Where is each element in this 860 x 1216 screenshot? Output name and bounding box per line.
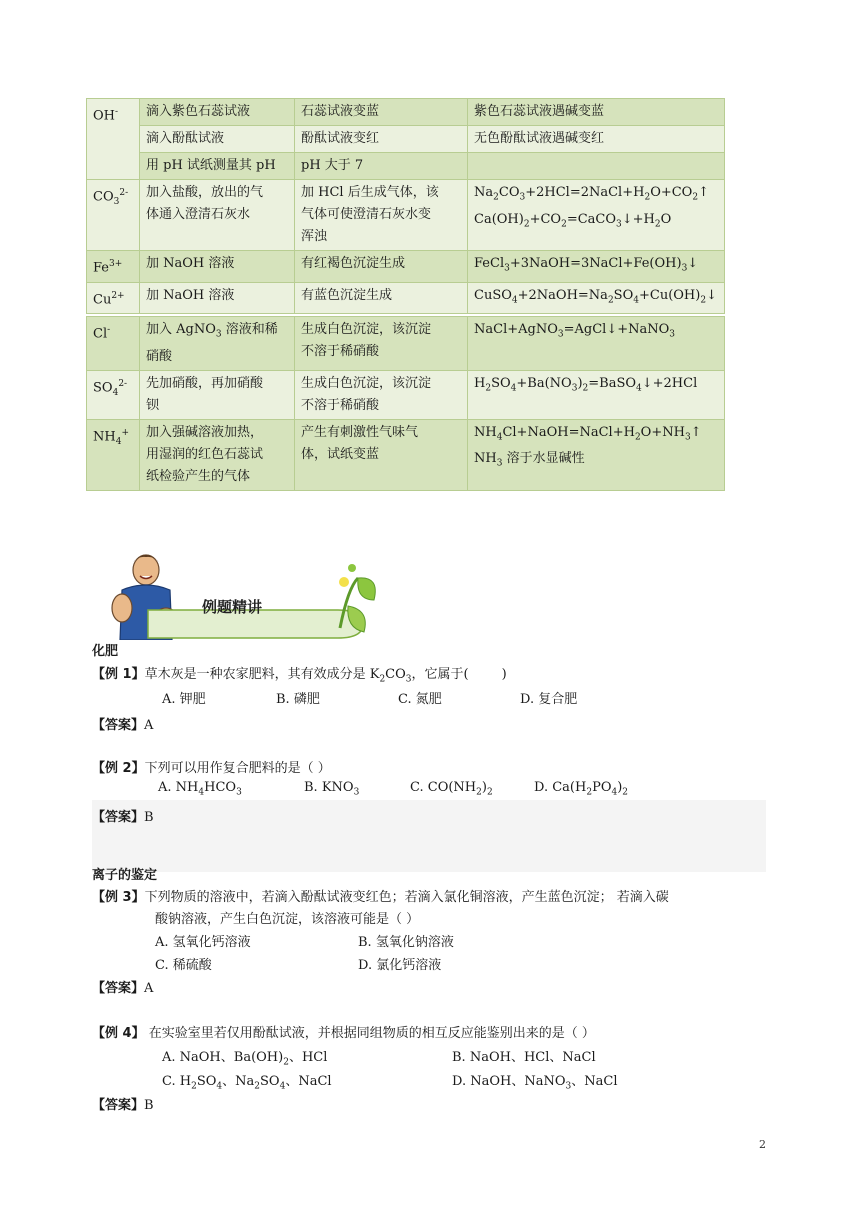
section-title: 化肥 [92,644,119,659]
example-1-answer: 【答案】A [92,718,154,733]
phenomenon-cell: 石蕊试液变蓝 [295,99,468,126]
ion-cell: Cl- [87,317,140,371]
method-cell: 用 pH 试纸测量其 pH [140,153,295,180]
ion-cell: OH- [87,99,140,180]
option: B. 氢氧化钠溶液 [358,935,454,950]
example-3-answer: 【答案】A [92,981,154,996]
example-label: 【例 2】 [92,761,145,776]
method-cell: 滴入酚酞试液 [140,126,295,153]
ion-cell: $NH_4^+$ [87,419,140,490]
example-4-answer: 【答案】B [92,1098,154,1113]
example-3-question-line2: 酸钠溶液，产生白色沉淀，该溶液可能是（ ） [155,912,420,927]
method-cell: 加入盐酸，放出的气 体通入澄清石灰水 [140,180,295,251]
method-cell: 滴入紫色石蕊试液 [140,99,295,126]
example-1-question: 【例 1】草木灰是一种农家肥料，其有效成分是 $K_2CO_3$，它属于( ) [92,667,507,685]
example-label: 【例 4】 [92,1026,145,1041]
section-title: 离子的鉴定 [92,868,158,883]
option: B. NaOH、HCl、NaCl [452,1050,596,1065]
table-row [87,99,725,126]
phenomenon-cell: 有蓝色沉淀生成 [295,282,468,314]
ion-cell: $Cu^{2+}$ [87,282,140,314]
option: C. $CO(NH_2)_2$ [410,780,493,798]
method-cell: 加入强碱溶液加热， 用湿润的红色石蕊试 纸检验产生的气体 [140,419,295,490]
banner-title: 例题精讲 [202,598,263,616]
option: C. $H_2SO_4$、$Na_2SO_4$、NaCl [162,1074,332,1092]
phenomenon-cell: pH 大于 7 [295,153,468,180]
table-row [87,180,725,251]
method-cell: 先加硝酸，再加硝酸 钡 [140,370,295,419]
option: B. $KNO_3$ [304,780,360,798]
conclusion-cell: 无色酚酞试液遇碱变红 [468,126,725,153]
conclusion-cell: NaCl+AgNO$_3$=AgCl↓+NaNO$_3$ [468,317,725,371]
ion-identification-table-1 [86,98,725,314]
method-cell: 加入 AgNO$_3$ 溶液和稀 硝酸 [140,317,295,371]
phenomenon-cell: 产生有刺激性气味气 体，试纸变蓝 [295,419,468,490]
option: C. 氮肥 [398,692,442,707]
conclusion-cell: $CuSO_4+2NaOH=Na_2SO_4+Cu(OH)_2↓$ [468,282,725,314]
phenomenon-cell: 生成白色沉淀，该沉淀 不溶于稀硝酸 [295,317,468,371]
option: A. $NH_4HCO_3$ [158,780,242,798]
option: D. $Ca(H_2PO_4)_2$ [534,780,629,798]
example-4-question: 【例 4】 在实验室里若仅用酚酞试液，并根据同组物质的相互反应能鉴别出来的是（ ） [92,1026,595,1041]
section-banner-graphic [108,548,388,640]
ion-cell: $Fe^{3+}$ [87,251,140,283]
method-cell: 加 NaOH 溶液 [140,251,295,283]
option: A. 氢氧化钙溶液 [155,935,251,950]
example-label: 【例 1】 [92,667,145,682]
option: A. 钾肥 [162,692,206,707]
table-row [87,419,725,490]
option: D. 复合肥 [520,692,578,707]
example-2-question: 【例 2】下列可以用作复合肥料的是（ ） [92,761,331,776]
option: D. NaOH、NaNO$_3$、NaCl [452,1074,618,1092]
option: D. 氯化钙溶液 [358,958,442,973]
example-3-question: 【例 3】下列物质的溶液中，若滴入酚酞试液变红色；若滴入氯化铜溶液，产生蓝色沉淀； 若滴入碳 [92,890,669,905]
option: A. NaOH、$Ba(OH)_2$、HCl [162,1050,328,1068]
table-row [87,282,725,314]
table-row [87,317,725,371]
answer-shade [92,800,766,872]
phenomenon-cell: 加 HCl 后生成气体，该 气体可使澄清石灰水变 浑浊 [295,180,468,251]
conclusion-cell: $Na_2CO_3+2HCl=2NaCl+H_2O+CO_2↑$ $Ca(OH)_2+CO_2=CaCO_3↓+H_2O$ [468,180,725,251]
method-cell: 加 NaOH 溶液 [140,282,295,314]
conclusion-cell: $FeCl_3+3NaOH=3NaCl+Fe(OH)_3↓$ [468,251,725,283]
phenomenon-cell: 生成白色沉淀，该沉淀 不溶于稀硝酸 [295,370,468,419]
table-row [87,153,725,180]
table-row [87,126,725,153]
ion-cell: $CO_3^{2-}$ [87,180,140,251]
conclusion-cell: 紫色石蕊试液遇碱变蓝 [468,99,725,126]
conclusion-cell: $H_2SO_4+Ba(NO_3)_2=BaSO_4↓+2HCl$ [468,370,725,419]
phenomenon-cell: 有红褐色沉淀生成 [295,251,468,283]
ion-identification-table-2 [86,316,725,491]
example-label: 【例 3】 [92,890,145,905]
conclusion-cell [468,153,725,180]
option: B. 磷肥 [276,692,320,707]
conclusion-cell: $NH_4Cl+NaOH=NaCl+H_2O+NH_3↑$ $NH_3$ 溶于水显碱性 [468,419,725,490]
table-row [87,251,725,283]
ion-cell: $SO_4^{2-}$ [87,370,140,419]
page-number: 2 [759,1138,766,1151]
phenomenon-cell: 酚酞试液变红 [295,126,468,153]
table-row [87,370,725,419]
example-2-answer: 【答案】B [92,810,154,825]
option: C. 稀硫酸 [155,958,212,973]
